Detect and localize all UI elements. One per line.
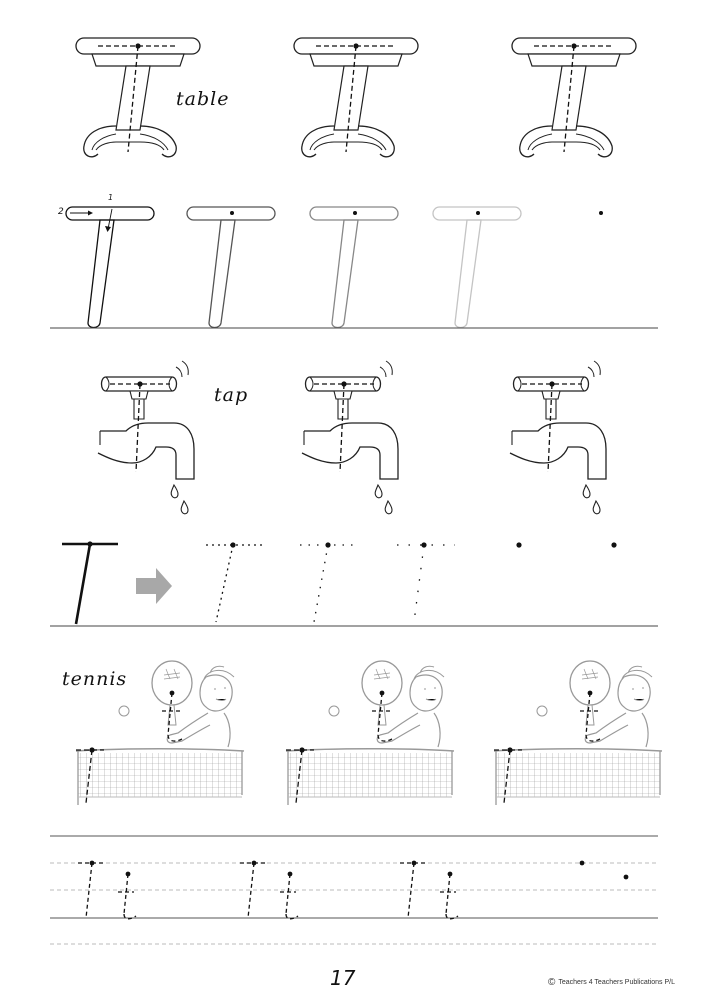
- t-outline-tracing-row: [0, 195, 707, 335]
- word-tennis: tennis: [62, 668, 128, 690]
- tt-handwriting-row: [0, 830, 707, 955]
- stroke-number-1: 1: [108, 193, 114, 202]
- t-dotted-tracing-row: [0, 530, 707, 630]
- arrow-right-icon: [136, 568, 172, 604]
- table-pictures-row: [0, 30, 707, 170]
- word-table: table: [176, 88, 230, 110]
- tap-icon: [98, 361, 194, 514]
- page-number: 17: [330, 966, 356, 990]
- word-tap: tap: [214, 384, 249, 406]
- copyright-symbol: ©: [548, 977, 556, 988]
- copyright-notice: [548, 977, 675, 988]
- tap-pictures-row: [0, 355, 707, 520]
- stroke-number-2: 2: [58, 207, 64, 217]
- publisher-name: Teachers 4 Teachers Publications P/L: [558, 979, 675, 986]
